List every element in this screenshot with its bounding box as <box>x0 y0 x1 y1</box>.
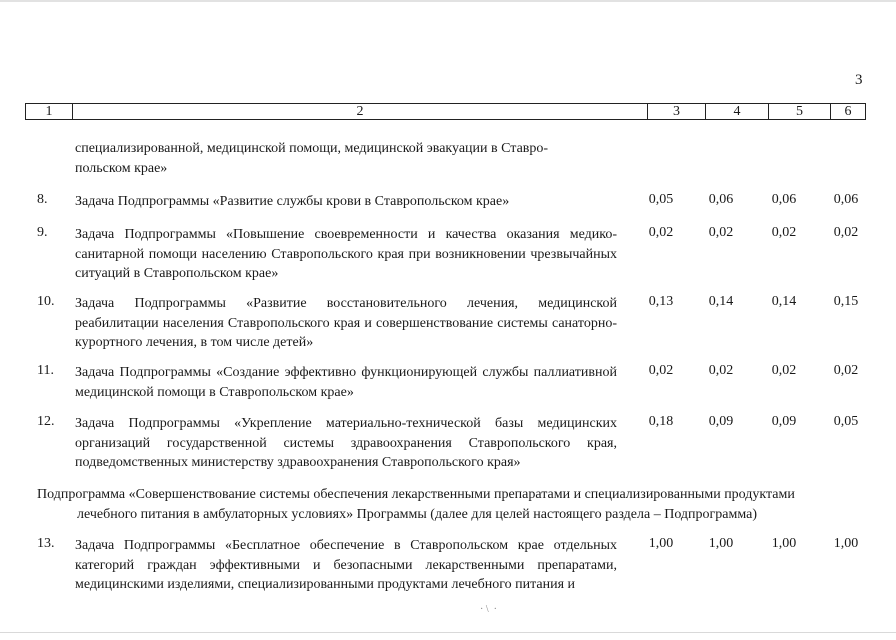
row-task-text: Задача Подпрограммы «Укрепление материально-технической базы медицинских организаций государственной системы здравоохранения Ставропольского края, подведомственных министерству здравоохранения Ставропольского края» <box>75 416 617 470</box>
row-number: 12. <box>37 414 55 429</box>
scan-edge-bottom <box>0 632 896 633</box>
row-value-col3: 0,18 <box>648 414 674 429</box>
row-value-col6: 0,02 <box>833 225 859 240</box>
row-number: 10. <box>37 294 55 309</box>
row-task-text: Задача Подпрограммы «Бесплатное обеспечение в Ставропольском крае отдельных категорий граждан эффективными и безопасными лекарственными препаратами, медицинскими изделиями, специализированными продуктами лечебного питания и <box>75 538 617 592</box>
row-value-col3: 0,05 <box>648 192 674 207</box>
header-cell-4: 4 <box>706 104 769 119</box>
row-value-col4: 0,14 <box>708 294 734 309</box>
row-value-col5: 0,09 <box>771 414 797 429</box>
subprogram-heading <box>37 485 857 524</box>
table-header-row <box>25 103 866 120</box>
row-value-col3: 0,02 <box>648 225 674 240</box>
row-number: 11. <box>37 363 54 378</box>
row-task-text: Задача Подпрограммы «Развитие восстановительного лечения, медицинской реабилитации населения Ставропольского края и совершенствование системы санаторно-курортного лечения, в том числе детей» <box>75 296 617 350</box>
row-value-col6: 0,15 <box>833 294 859 309</box>
row-value-col6: 0,05 <box>833 414 859 429</box>
header-cell-2: 2 <box>73 104 648 119</box>
row-value-col3: 0,13 <box>648 294 674 309</box>
row-value-col5: 1,00 <box>771 536 797 551</box>
row-number: 13. <box>37 536 55 551</box>
subprogram-heading-line1: Подпрограмма «Совершенствование системы обеспечения лекарственными препаратами и специализированными продуктами <box>37 487 795 502</box>
row-number: 9. <box>37 225 48 240</box>
row-value-col3: 1,00 <box>648 536 674 551</box>
row-task-text: Задача Подпрограммы «Повышение своевременности и качества оказания медико-санитарной помощи населению Ставропольского края при возникновении чрезвычайных ситуаций в Ставропольском крае» <box>75 227 617 281</box>
header-cell-3: 3 <box>648 104 706 119</box>
row-number: 8. <box>37 192 48 207</box>
page-number: 3 <box>855 72 863 88</box>
subprogram-heading-line2: лечебного питания в амбулаторных условиях» Программы (далее для целей настоящего раздела – Подпрограмма) <box>77 506 757 522</box>
scan-edge-top <box>0 0 896 2</box>
row-value-col5: 0,14 <box>771 294 797 309</box>
header-cell-6: 6 <box>844 104 852 119</box>
row-value-col6: 1,00 <box>833 536 859 551</box>
row-value-col5: 0,02 <box>771 225 797 240</box>
row-value-col5: 0,02 <box>771 363 797 378</box>
row-value-col4: 0,02 <box>708 363 734 378</box>
header-cell-1: 1 <box>26 104 73 119</box>
row-value-col6: 0,06 <box>833 192 859 207</box>
row-task-text: Задача Подпрограммы «Развитие службы крови в Ставропольском крае» <box>75 194 510 209</box>
row-task-text: Задача Подпрограммы «Создание эффективно функционирующей службы паллиативной медицинской помощи в Ставропольском крае» <box>75 365 617 400</box>
row-value-col4: 0,09 <box>708 414 734 429</box>
row-value-col3: 0,02 <box>648 363 674 378</box>
header-cell-5: 5 <box>769 104 831 119</box>
row-value-col5: 0,06 <box>771 192 797 207</box>
row-value-col4: 1,00 <box>708 536 734 551</box>
continuation-text: специализированной, медицинской помощи, медицинской эвакуации в Ставро- польском крае» <box>75 141 549 176</box>
row-value-col6: 0,02 <box>833 363 859 378</box>
row-value-col4: 0,06 <box>708 192 734 207</box>
row-value-col4: 0,02 <box>708 225 734 240</box>
scan-specks: · \ · <box>480 604 497 615</box>
